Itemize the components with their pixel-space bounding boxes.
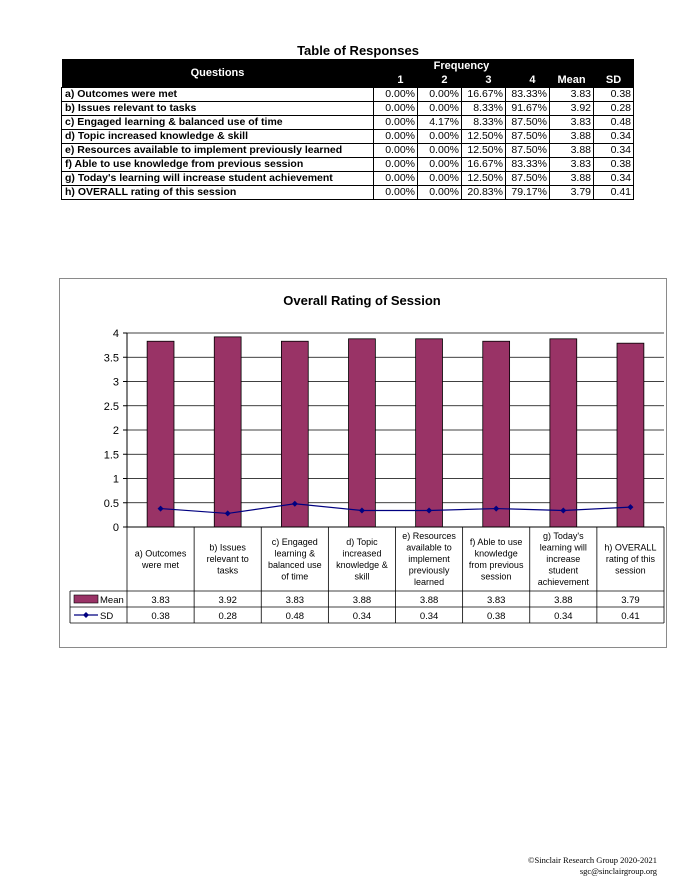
value-cell: 0.48 — [594, 115, 634, 129]
x-category-label: increased — [342, 548, 382, 559]
bar-mean — [214, 337, 241, 527]
value-cell: 0.00% — [418, 129, 462, 143]
y-tick-label: 2 — [112, 425, 119, 437]
value-cell: 0.00% — [374, 129, 418, 143]
y-tick-label: 3.5 — [103, 352, 119, 365]
y-tick-label: 0 — [112, 522, 119, 534]
bar-mean — [550, 339, 577, 527]
value-cell: 0.00% — [418, 157, 462, 171]
x-category-label: student — [548, 565, 579, 576]
value-cell: 3.83 — [550, 157, 594, 171]
questions-header: Questions — [62, 59, 374, 87]
contact-email: sgc@sinclairgroup.org — [579, 866, 657, 876]
question-cell: e) Resources available to implement previously learned — [62, 143, 374, 157]
x-category-label: achievement — [537, 577, 589, 587]
x-category-label: increase — [546, 554, 581, 564]
x-category-label: e) Resources — [402, 531, 456, 541]
value-cell: 4.17% — [418, 115, 462, 129]
value-cell: 0.41 — [594, 185, 634, 199]
mean-value-label: 3.79 — [621, 595, 640, 606]
value-cell: 0.00% — [418, 87, 462, 101]
value-cell: 91.67% — [506, 101, 550, 115]
y-tick-label: 0.5 — [103, 497, 119, 510]
value-cell: 12.50% — [462, 129, 506, 143]
sd-value-label: 0.34 — [419, 611, 439, 622]
mean-value-label: 3.88 — [554, 595, 573, 606]
question-cell: a) Outcomes were met — [62, 87, 374, 101]
value-cell: 16.67% — [462, 157, 506, 171]
legend-sd-marker — [83, 612, 89, 618]
copyright-text: ©Sinclair Research Group 2020-2021 — [528, 855, 657, 865]
x-category-label: learning will — [539, 542, 587, 553]
x-category-label: session — [480, 571, 512, 582]
value-cell: 0.00% — [374, 101, 418, 115]
x-category-label: f) Able to use — [469, 536, 523, 547]
x-category-label: knowledge & — [336, 559, 388, 570]
x-category-label: learned — [414, 577, 445, 587]
value-cell: 79.17% — [506, 185, 550, 199]
x-category-label: relevant to — [206, 554, 249, 564]
value-cell: 0.38 — [594, 157, 634, 171]
question-cell: h) OVERALL rating of this session — [62, 185, 374, 199]
x-category-label: rating of this — [605, 554, 655, 564]
mean-value-label: 3.88 — [419, 595, 439, 606]
question-cell: b) Issues relevant to tasks — [62, 101, 374, 115]
mean-value-label: 3.92 — [218, 595, 237, 606]
column-header: 3 — [462, 73, 506, 87]
value-cell: 87.50% — [506, 115, 550, 129]
value-cell: 8.33% — [462, 101, 506, 115]
column-header: 1 — [374, 73, 418, 87]
value-cell: 3.83 — [550, 115, 594, 129]
mean-value-label: 3.88 — [352, 595, 372, 606]
y-tick-label: 1.5 — [103, 449, 119, 462]
value-cell: 0.00% — [418, 143, 462, 157]
value-cell: 0.00% — [374, 157, 418, 171]
value-cell: 3.88 — [550, 143, 594, 157]
sd-value-label: 0.38 — [151, 611, 170, 622]
sd-value-label: 0.28 — [218, 611, 237, 622]
value-cell: 0.34 — [594, 129, 634, 143]
x-category-label: knowledge — [474, 548, 518, 559]
x-category-label: learning & — [274, 548, 316, 559]
value-cell: 0.00% — [418, 171, 462, 185]
bar-mean — [416, 339, 443, 527]
value-cell: 83.33% — [506, 157, 550, 171]
sd-value-label: 0.38 — [486, 611, 506, 622]
column-header: SD — [594, 73, 634, 87]
mean-value-label: 3.83 — [151, 595, 170, 606]
value-cell: 0.34 — [594, 143, 634, 157]
value-cell: 0.00% — [374, 171, 418, 185]
value-cell: 87.50% — [506, 171, 550, 185]
legend-mean-key — [74, 595, 98, 603]
x-category-label: from previous — [468, 559, 524, 570]
value-cell: 87.50% — [506, 143, 550, 157]
x-category-label: implement — [408, 554, 450, 564]
value-cell: 3.79 — [550, 185, 594, 199]
value-cell: 0.00% — [418, 185, 462, 199]
value-cell: 87.50% — [506, 129, 550, 143]
y-tick-label: 3 — [112, 376, 119, 389]
value-cell: 12.50% — [462, 171, 506, 185]
question-cell: g) Today's learning will increase student achievement — [62, 171, 374, 185]
legend-mean-label: Mean — [100, 595, 124, 606]
value-cell: 83.33% — [506, 87, 550, 101]
mean-value-label: 3.83 — [285, 595, 305, 606]
table-title: Table of Responses — [297, 43, 419, 58]
question-cell: d) Topic increased knowledge & skill — [62, 129, 374, 143]
bar-mean — [617, 343, 644, 527]
sd-value-label: 0.48 — [285, 611, 305, 622]
value-cell: 0.00% — [374, 87, 418, 101]
x-category-label: a) Outcomes — [134, 548, 187, 559]
value-cell: 3.83 — [550, 87, 594, 101]
x-category-label: g) Today's — [543, 531, 584, 541]
bar-mean — [349, 339, 376, 527]
value-cell: 12.50% — [462, 143, 506, 157]
y-tick-label: 1 — [112, 473, 119, 486]
value-cell: 0.00% — [374, 143, 418, 157]
x-category-label: b) Issues — [209, 542, 246, 553]
value-cell: 3.88 — [550, 129, 594, 143]
column-header: 2 — [418, 73, 462, 87]
sd-value-label: 0.41 — [621, 611, 640, 622]
sd-value-label: 0.34 — [352, 611, 372, 622]
legend-sd-label: SD — [100, 611, 114, 622]
bar-mean — [147, 341, 174, 527]
y-tick-label: 4 — [112, 328, 119, 340]
value-cell: 3.88 — [550, 171, 594, 185]
frequency-header: Frequency — [374, 59, 550, 73]
x-category-label: balanced use — [268, 559, 322, 570]
y-tick-label: 2.5 — [103, 400, 119, 413]
x-category-label: skill — [354, 571, 370, 582]
x-category-label: session — [615, 565, 646, 576]
value-cell: 0.28 — [594, 101, 634, 115]
value-cell: 8.33% — [462, 115, 506, 129]
x-category-label: tasks — [217, 565, 239, 576]
x-category-label: available to — [406, 542, 452, 553]
value-cell: 3.92 — [550, 101, 594, 115]
bar-mean — [281, 341, 308, 527]
chart-title: Overall Rating of Session — [283, 293, 441, 308]
question-cell: f) Able to use knowledge from previous session — [62, 157, 374, 171]
value-cell: 0.00% — [374, 115, 418, 129]
x-category-label: were met — [142, 559, 180, 570]
bar-mean — [483, 341, 510, 527]
value-cell: 0.34 — [594, 171, 634, 185]
value-cell: 16.67% — [462, 87, 506, 101]
question-cell: c) Engaged learning & balanced use of time — [62, 115, 374, 129]
x-category-label: of time — [281, 571, 309, 582]
x-category-label: c) Engaged — [271, 536, 318, 547]
column-header: 4 — [506, 73, 550, 87]
column-header: Mean — [550, 73, 594, 87]
value-cell: 20.83% — [462, 185, 506, 199]
footer — [528, 855, 657, 877]
mean-value-label: 3.83 — [486, 595, 506, 606]
value-cell: 0.00% — [374, 185, 418, 199]
x-category-label: h) OVERALL — [604, 542, 657, 553]
x-category-label: previously — [408, 565, 450, 576]
value-cell: 0.38 — [594, 87, 634, 101]
x-category-label: d) Topic — [346, 536, 378, 547]
sd-value-label: 0.34 — [554, 611, 573, 622]
value-cell: 0.00% — [418, 101, 462, 115]
